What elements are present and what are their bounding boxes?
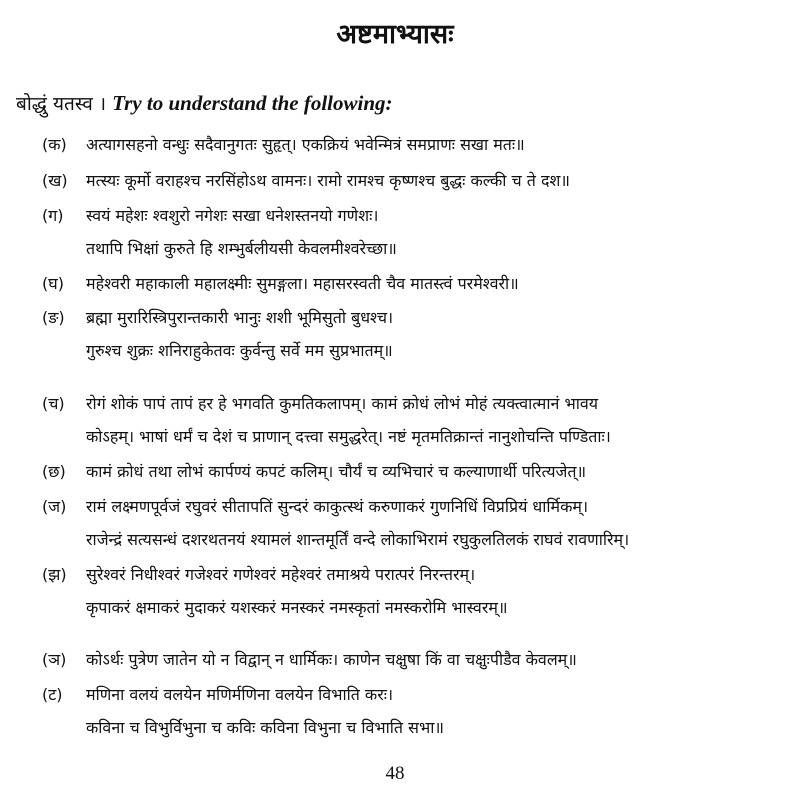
verse-line: तथापि भिक्षां कुरुते हि शम्भुर्बलीयसी केवलमीश्वरेच्छा॥ bbox=[86, 239, 397, 258]
verse-nga bbox=[42, 301, 782, 367]
verse-marker: (क) bbox=[42, 135, 67, 154]
verse-nya bbox=[42, 643, 782, 676]
verse-line: कामं क्रोधं तथा लोभं कार्पण्यं कपटं कलिम्। चौर्यं च व्यभिचारं च कल्याणार्थी परित्यजेत्॥ bbox=[86, 462, 587, 481]
verse-line: रामं लक्ष्मणपूर्वजं रघुवरं सीतापतिं सुन्दरं काकुत्स्थं करुणाकरं गुणनिधिं विप्रप्रियं धार्मिकम्। bbox=[86, 497, 589, 516]
instruction bbox=[16, 90, 393, 116]
verse-ga bbox=[42, 199, 782, 265]
verse-cha bbox=[42, 387, 782, 453]
verse-marker: (ख) bbox=[42, 171, 68, 190]
verse-marker: (झ) bbox=[42, 565, 67, 584]
verse-line: गुरुश्च शुक्रः शनिराहुकेतवः कुर्वन्तु सर्वे मम सुप्रभातम्॥ bbox=[86, 341, 393, 360]
page-title: अष्टमाभ्यासः bbox=[336, 19, 454, 50]
verse-jha bbox=[42, 558, 782, 624]
verse-marker: (ज) bbox=[42, 497, 67, 516]
verse-line: मणिना वलयं वलयेन मणिर्मणिना वलयेन विभाति करः। bbox=[86, 685, 394, 704]
verse-line: महेश्वरी महाकाली महालक्ष्मीः सुमङ्गला। महासरस्वती चैव मातस्त्वं परमेश्वरी॥ bbox=[86, 274, 519, 293]
verse-kha bbox=[42, 164, 782, 197]
verse-marker: (घ) bbox=[42, 274, 64, 293]
page-number: 48 bbox=[385, 763, 405, 784]
verse-tta bbox=[42, 678, 782, 744]
verse-gha bbox=[42, 267, 782, 300]
verse-marker: (ट) bbox=[42, 685, 63, 704]
verse-line: कविना च विभुर्विभुना च कविः कविना विभुना च विभाति सभा॥ bbox=[86, 718, 444, 737]
verse-line: अत्यागसहनो वन्धुः सदैवानुगतः सुहृत्। एकक्रियं भवेन्मित्रं समप्राणः सखा मतः॥ bbox=[86, 135, 525, 154]
verse-line: सुरेश्वरं निधीश्वरं गजेश्वरं गणेश्वरं महेश्वरं तमाश्रये परात्परं निरन्तरम्। bbox=[86, 565, 476, 584]
verse-line: स्वयं महेशः श्वशुरो नगेशः सखा धनेशस्तनयो गणेशः। bbox=[86, 206, 379, 225]
verse-marker: (च) bbox=[42, 394, 65, 413]
verse-line: कृपाकरं क्षमाकरं मुदाकरं यशस्करं मनस्करं नमस्कृतां नमस्करोमि भास्वरम्॥ bbox=[86, 598, 508, 617]
verse-chha bbox=[42, 455, 782, 488]
verse-marker: (ञ) bbox=[42, 650, 67, 669]
instruction-english: Try to understand the following: bbox=[112, 91, 393, 115]
verse-line: रोगं शोकं पापं तापं हर हे भगवति कुमतिकलापम्। कामं क्रोधं लोभं मोहं त्यक्त्वात्मानं भावय bbox=[86, 394, 599, 413]
verse-line: ब्रह्मा मुरारिस्त्रिपुरान्तकारी भानुः शशी भूमिसुतो बुधश्च। bbox=[86, 308, 394, 327]
verse-line: कोऽहम्। भाषां धर्मं च देशं च प्राणान् दत्त्वा समुद्धरेत्। नष्टं मृतमतिक्रान्तं नानुशोचन्ति पण्डिताः। bbox=[86, 427, 611, 446]
verse-marker: (छ) bbox=[42, 462, 66, 481]
verse-marker: (ग) bbox=[42, 206, 64, 225]
verse-line: मत्स्यः कूर्मो वराहश्च नरसिंहोऽथ वामनः। रामो रामश्च कृष्णश्च बुद्धः कल्की च ते दश॥ bbox=[86, 171, 570, 190]
verse-ka bbox=[42, 128, 782, 161]
verse-line: कोऽर्थः पुत्रेण जातेन यो न विद्वान् न धार्मिकः। काणेन चक्षुषा किं वा चक्षुःपीडैव केवलम्॥ bbox=[86, 650, 577, 669]
verse-line: राजेन्द्रं सत्यसन्धं दशरथतनयं श्यामलं शान्तमूर्तिं वन्दे लोकाभिरामं रघुकुलतिलकं राघवं रावणारिम्। bbox=[86, 530, 630, 549]
instruction-separator: । bbox=[98, 93, 107, 115]
verse-ja bbox=[42, 490, 782, 556]
instruction-sanskrit: बोद्धुं यतस्व bbox=[16, 93, 93, 115]
verse-marker: (ङ) bbox=[42, 308, 65, 327]
